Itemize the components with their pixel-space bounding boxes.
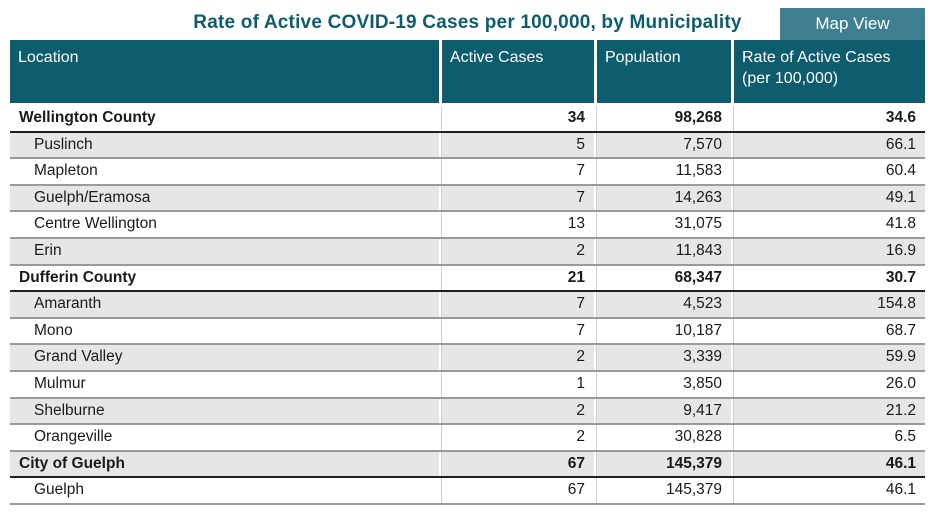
cell-active-cases: 34 [439,106,594,131]
cell-rate: 49.1 [731,186,925,211]
cell-location: City of Guelph [19,454,125,472]
cell-population: 11,843 [594,239,731,264]
cell-rate: 68.7 [731,319,925,344]
column-header-population: Population [594,40,731,103]
cell-population: 31,075 [594,212,731,237]
cell-location: Guelph [34,481,84,499]
table-row [10,212,925,239]
column-header-rate: Rate of Active Cases (per 100,000) [731,40,925,103]
map-view-button[interactable]: Map View [780,8,925,40]
cell-population: 11,583 [594,159,731,184]
cell-population: 3,850 [594,372,731,397]
cell-location: Orangeville [34,428,113,446]
top-bar [0,8,935,40]
cell-active-cases: 1 [439,372,594,397]
cell-location: Puslinch [34,135,93,153]
cell-location: Amaranth [34,295,102,313]
cell-rate: 30.7 [731,266,925,291]
table-row [10,292,925,319]
table-row-group [10,452,925,479]
cell-population: 3,339 [594,345,731,370]
cell-rate: 66.1 [731,133,925,158]
table-row [10,133,925,160]
table-body [10,106,925,505]
cell-active-cases: 13 [439,212,594,237]
column-header-active-cases: Active Cases [439,40,594,103]
cell-location: Guelph/Eramosa [34,188,151,206]
cell-location: Dufferin County [19,268,137,286]
cell-rate: 26.0 [731,372,925,397]
cell-rate: 21.2 [731,399,925,424]
cell-population: 145,379 [594,452,731,477]
cell-rate: 59.9 [731,345,925,370]
table-row-group [10,266,925,293]
cell-rate: 154.8 [731,292,925,317]
cell-active-cases: 2 [439,425,594,450]
cell-active-cases: 2 [439,399,594,424]
cell-active-cases: 7 [439,159,594,184]
cell-active-cases: 67 [439,478,594,503]
cell-active-cases: 21 [439,266,594,291]
cell-rate: 60.4 [731,159,925,184]
cell-location: Mono [34,321,73,339]
cell-active-cases: 7 [439,186,594,211]
cell-population: 98,268 [594,106,731,131]
table-row [10,425,925,452]
table-row [10,478,925,505]
cell-rate: 46.1 [731,478,925,503]
table-row [10,319,925,346]
cell-rate: 46.1 [731,452,925,477]
cell-location: Wellington County [19,109,156,126]
cell-population: 10,187 [594,319,731,344]
cell-population: 7,570 [594,133,731,158]
cell-location: Mapleton [34,162,98,180]
cell-active-cases: 5 [439,133,594,158]
table-row [10,159,925,186]
cell-population: 68,347 [594,266,731,291]
table-header-row [10,40,925,103]
cell-active-cases: 2 [439,239,594,264]
table-row [10,372,925,399]
cell-location: Shelburne [34,401,105,419]
covid-rate-table [10,40,925,505]
cell-active-cases: 7 [439,292,594,317]
cell-rate: 6.5 [731,425,925,450]
table-row [10,186,925,213]
cell-location: Erin [34,241,62,259]
cell-rate: 41.8 [731,212,925,237]
cell-location: Centre Wellington [34,215,157,233]
cell-population: 4,523 [594,292,731,317]
cell-location: Grand Valley [34,348,123,366]
cell-active-cases: 2 [439,345,594,370]
cell-rate: 16.9 [731,239,925,264]
table-row-group [10,106,925,133]
cell-active-cases: 67 [439,452,594,477]
cell-population: 145,379 [594,478,731,503]
cell-population: 30,828 [594,425,731,450]
cell-population: 9,417 [594,399,731,424]
cell-location: Mulmur [34,374,86,392]
table-row [10,345,925,372]
cell-active-cases: 7 [439,319,594,344]
page-title: Rate of Active COVID-19 Cases per 100,000, by Municipality [193,12,742,33]
cell-rate: 34.6 [731,106,925,131]
column-header-location: Location [18,49,79,66]
table-row [10,239,925,266]
table-row [10,399,925,426]
cell-population: 14,263 [594,186,731,211]
